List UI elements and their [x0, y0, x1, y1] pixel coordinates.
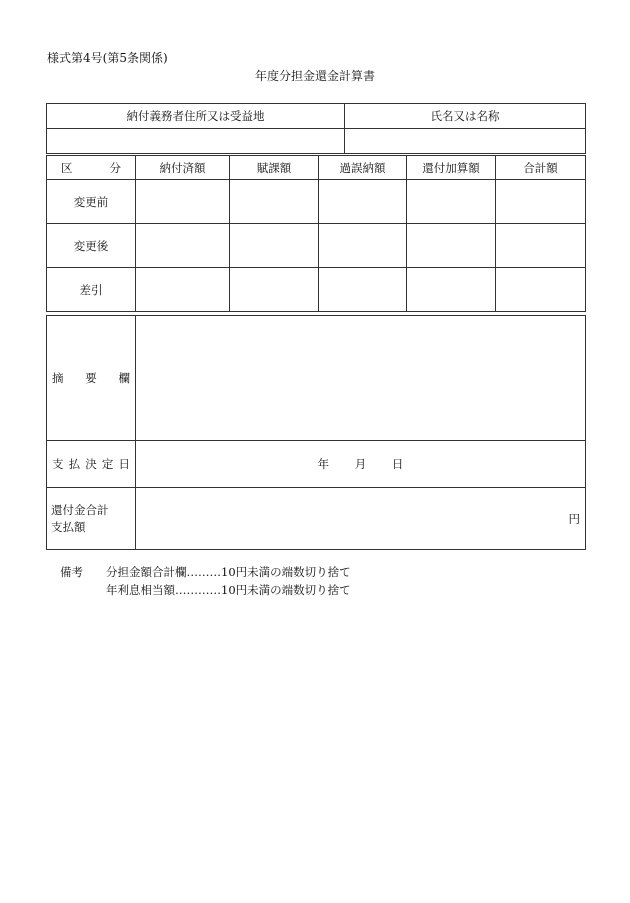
name-label-cell — [345, 104, 586, 129]
paid-cell-difference[interactable] — [136, 268, 230, 312]
total-header: 合計額 — [496, 156, 586, 180]
overpaid-header: 過誤納額 — [319, 156, 407, 180]
paid-cell-after[interactable] — [136, 224, 230, 268]
refund-total-label-line2: 支払額 — [51, 519, 86, 534]
remarks-line-1: 分担金額合計欄………10円未満の端数切り捨て — [106, 565, 351, 579]
assessed-header: 賦課額 — [230, 156, 319, 180]
remarks-line-2: 年利息相当額…………10円未満の端数切り捨て — [106, 583, 351, 597]
overpaid-cell-after[interactable] — [319, 224, 407, 268]
assessed-cell-after[interactable] — [230, 224, 319, 268]
payment-date-label — [47, 441, 136, 488]
assessed-cell-difference[interactable] — [230, 268, 319, 312]
category-header-char-1: 区 — [61, 160, 73, 175]
document-title: 年度分担金還金計算書 — [254, 69, 375, 83]
total-cell-before[interactable] — [496, 180, 586, 224]
table-row — [47, 180, 586, 224]
payer-info-table — [46, 103, 586, 154]
date-month-unit: 月 — [354, 457, 367, 471]
amount-table — [46, 155, 586, 312]
overpaid-cell-before[interactable] — [319, 180, 407, 224]
refund-add-cell-difference[interactable] — [407, 268, 496, 312]
row-label-after: 変更後 — [47, 224, 136, 268]
payment-date-char-4: 定 — [101, 457, 114, 471]
payment-date-char-1: 支 — [52, 457, 64, 471]
category-header — [47, 156, 136, 180]
payment-date-char-5: 日 — [118, 457, 130, 471]
row-label-difference: 差引 — [47, 268, 136, 312]
refund-total-label-line1: 還付金合計 — [51, 502, 109, 517]
remarks — [60, 563, 351, 599]
refund-add-cell-after[interactable] — [407, 224, 496, 268]
paid-cell-before[interactable] — [136, 180, 230, 224]
address-label-cell — [47, 104, 345, 129]
summary-table — [46, 315, 586, 550]
refund-add-cell-before[interactable] — [407, 180, 496, 224]
date-day-unit: 日 — [391, 457, 404, 471]
overpaid-cell-difference[interactable] — [319, 268, 407, 312]
remarks-label: 備考 — [60, 565, 83, 579]
summary-cell[interactable] — [136, 316, 586, 441]
refund-total-cell[interactable] — [136, 488, 586, 550]
summary-label-char-2: 要 — [85, 371, 97, 385]
payment-date-char-3: 決 — [85, 457, 97, 471]
form-number: 様式第4号(第5条関係) — [47, 51, 168, 65]
address-label: 納付義務者住所又は受益地 — [126, 109, 265, 123]
assessed-cell-before[interactable] — [230, 180, 319, 224]
total-cell-difference[interactable] — [496, 268, 586, 312]
table-row — [47, 224, 586, 268]
name-value-cell[interactable] — [345, 129, 586, 154]
address-value-cell[interactable] — [47, 129, 345, 154]
refund-total-label — [47, 488, 136, 550]
summary-label-char-1: 摘 — [52, 371, 64, 385]
total-cell-after[interactable] — [496, 224, 586, 268]
date-year-unit: 年 — [317, 457, 330, 471]
table-row — [47, 268, 586, 312]
payment-date-char-2: 払 — [68, 457, 81, 471]
yen-unit: 円 — [568, 511, 580, 526]
payment-date-cell[interactable] — [136, 441, 586, 488]
refund-add-header: 還付加算額 — [407, 156, 496, 180]
category-header-char-2: 分 — [109, 160, 121, 175]
paid-header: 納付済額 — [136, 156, 230, 180]
name-label: 氏名又は名称 — [430, 109, 500, 123]
summary-label — [47, 316, 136, 441]
summary-label-char-3: 欄 — [118, 371, 130, 385]
row-label-before: 変更前 — [47, 180, 136, 224]
